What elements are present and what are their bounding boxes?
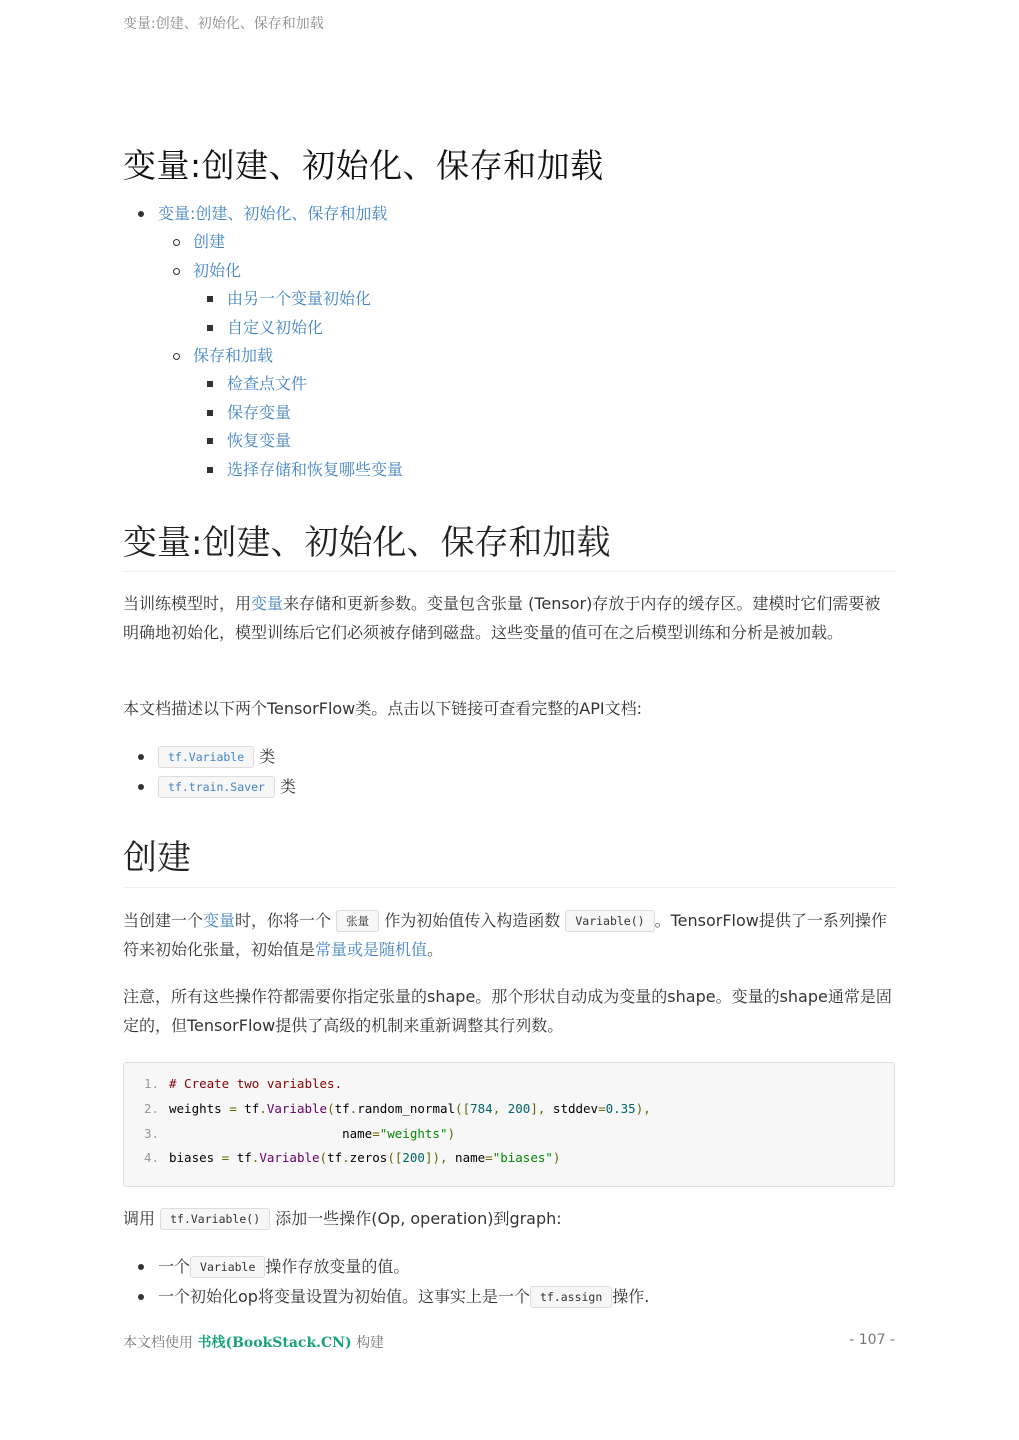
heading-divider [123, 571, 895, 572]
line-number: 1. [143, 1076, 159, 1091]
text: 当创建一个 [123, 911, 204, 930]
list-item [123, 1252, 649, 1282]
text: 操作存放变量的值。 [265, 1257, 410, 1276]
section-heading: 变量:创建、初始化、保存和加载 [123, 523, 611, 563]
text: 时，你将一个 [235, 911, 332, 930]
toc-item [123, 257, 403, 285]
text: 当训练模型时，用 [123, 594, 252, 613]
text: 本文档描述以下两个TensorFlow类。点击以下链接可查看完整的API文档: [123, 699, 642, 718]
paragraph [123, 695, 895, 724]
text: 。TensorFlow提供了一系列操作符来初始化张量，初始值是 [123, 911, 887, 959]
paragraph [123, 590, 895, 647]
footer-prefix: 本文档使用 [123, 1335, 193, 1351]
footer-suffix: 构建 [356, 1335, 385, 1351]
tf-variable-link[interactable]: tf.Variable [158, 746, 254, 768]
toc-link-custom-init[interactable]: 自定义初始化 [227, 317, 324, 337]
text: 类 [259, 747, 276, 766]
text: 作为初始值传入构造函数 [384, 911, 561, 930]
page-number: - 107 - [849, 1332, 895, 1348]
inline-code: Variable() [565, 910, 654, 932]
toc-item [123, 342, 403, 370]
text: 类 [280, 777, 297, 796]
toc-item [123, 370, 403, 398]
inline-code: 张量 [336, 910, 379, 932]
text: 调用 [123, 1209, 156, 1228]
toc-item [123, 228, 403, 256]
toc-item [123, 456, 403, 484]
list-item [123, 1282, 649, 1312]
code-line: 4. biases = tf.Variable(tf.zeros([200]), name="biases") [124, 1148, 560, 1168]
toc-link-init-from-other[interactable]: 由另一个变量初始化 [227, 289, 372, 309]
text: 一个 [158, 1257, 191, 1276]
text: 。 [427, 939, 444, 959]
inline-code: tf.assign [530, 1286, 612, 1308]
toc-item [123, 314, 403, 342]
line-number: 3. [143, 1126, 159, 1141]
toc-item [123, 427, 403, 455]
variable-link[interactable]: 变量 [203, 911, 236, 930]
table-of-contents [123, 200, 403, 484]
toc-link-checkpoint[interactable]: 检查点文件 [227, 374, 308, 394]
text: 操作. [612, 1287, 650, 1306]
toc-item [123, 399, 403, 427]
toc-link-restore-var[interactable]: 恢复变量 [227, 431, 292, 451]
line-number: 4. [143, 1150, 159, 1165]
bookstack-link[interactable]: 书栈(BookStack.CN) [197, 1335, 352, 1351]
toc-link-save-load[interactable]: 保存和加载 [193, 346, 274, 366]
toc-link-create[interactable]: 创建 [193, 232, 226, 252]
toc-link-init[interactable]: 初始化 [193, 260, 242, 280]
toc-item [123, 200, 403, 228]
op-list [123, 1252, 649, 1312]
inline-code: tf.Variable() [160, 1208, 270, 1230]
text: 注意，所有这些操作符都需要你指定张量的shape。那个形状自动成为变量的shape。变量的shape通常是固定的，但TensorFlow提供了高级的机制来重新调整其行列数。 [123, 987, 892, 1035]
list-item [123, 772, 296, 802]
page-footer [123, 1332, 895, 1352]
code-line: 2. weights = tf.Variable(tf.random_normal([784, 200], stddev=0.35), [124, 1099, 651, 1119]
variable-link[interactable]: 变量 [251, 594, 284, 613]
section-heading: 创建 [123, 838, 191, 878]
constants-link[interactable]: 常量或是随机值 [315, 939, 428, 959]
paragraph [123, 907, 895, 964]
code-block [123, 1062, 895, 1187]
page-title: 变量:创建、初始化、保存和加载 [123, 146, 604, 185]
tf-train-saver-link[interactable]: tf.train.Saver [158, 776, 275, 798]
class-list [123, 742, 296, 802]
paragraph [123, 983, 895, 1040]
code-line: 1. # Create two variables. [124, 1074, 342, 1094]
toc-link-save-var[interactable]: 保存变量 [227, 402, 292, 422]
list-item [123, 742, 296, 772]
toc-item [123, 285, 403, 313]
toc-link-select-var[interactable]: 选择存储和恢复哪些变量 [227, 459, 404, 479]
paragraph [123, 1205, 895, 1234]
inline-code: Variable [190, 1256, 265, 1278]
text: 来存储和更新参数。变量包含张量 (Tensor)存放于内存的缓存区。建模时它们需要被明确地初始化，模型训练后它们必须被存储到磁盘。这些变量的值可在之后模型训练和分析是被加载。 [123, 594, 881, 642]
heading-divider [123, 887, 895, 888]
text: 一个初始化op将变量设置为初始值。这事实上是一个 [158, 1287, 530, 1306]
toc-link-main[interactable]: 变量:创建、初始化、保存和加载 [158, 204, 388, 223]
text: 添加一些操作(Op, operation)到graph: [275, 1209, 562, 1228]
running-head: 变量:创建、初始化、保存和加载 [123, 16, 324, 32]
code-line: 3. name="weights") [124, 1124, 455, 1144]
line-number: 2. [143, 1101, 159, 1116]
